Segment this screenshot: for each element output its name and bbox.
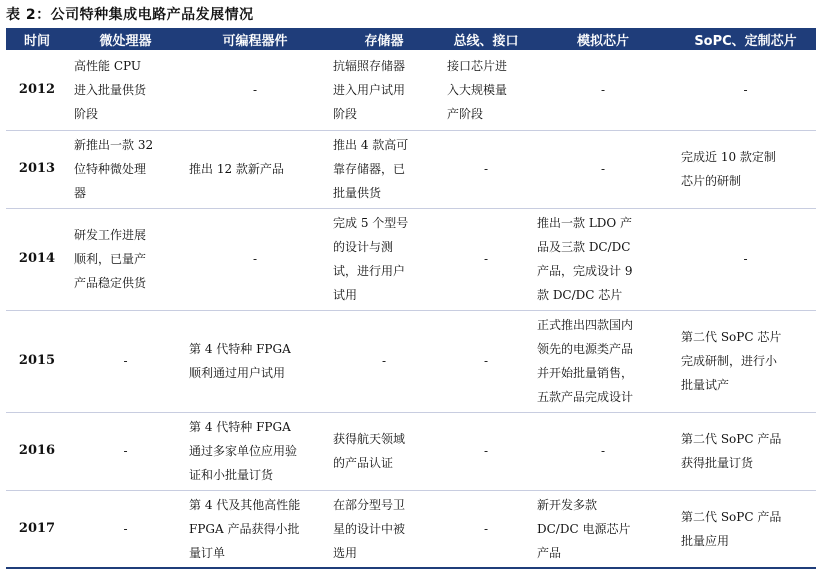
cell-line: 顺利，已量产 [74,252,147,266]
cell-line: 第 4 代特种 FPGA [189,420,291,434]
cell-line: 研发工作进展 [74,228,147,242]
table-row [6,310,816,412]
cell-line: 阶段 [333,106,358,121]
table-cell [675,208,816,310]
cell-line: - [483,162,489,176]
table-cell [675,490,816,568]
cell-line: 品及三款 DC/DC [537,240,631,254]
cell-line: 获得航天领域 [333,432,406,446]
cell-line: 产阶段 [447,106,484,121]
table-row [6,130,816,208]
table-header [6,28,816,50]
year-cell: 2017 [18,520,56,536]
cell-line: 顺利通过用户试用 [189,366,286,380]
cell-line: - [483,354,489,368]
table-caption: 表 2：公司特种集成电路产品发展情况 [6,7,254,23]
table-cell [327,50,441,130]
table-cell [531,130,675,208]
table-cell [531,50,675,130]
cell-line: 接口芯片进 [447,58,508,73]
cell-line: 位特种微处理 [74,162,147,176]
cell-line: 推出 12 款新产品 [189,162,284,176]
table-cell [327,130,441,208]
column-header: 可编程器件 [183,28,327,50]
column-header: 模拟芯片 [531,28,675,50]
cell-line: 靠存储器，已 [333,162,406,176]
cell-line: 第 4 代及其他高性能 [189,497,301,512]
table-cell [327,310,441,412]
cell-line: 产品，完成设计 9 [537,264,633,278]
table-cell [183,130,327,208]
cell-line: - [252,252,258,266]
cell-line: - [252,82,258,97]
table-cell [327,412,441,490]
cell-line: 并开始批量销售， [537,366,634,380]
cell-line: 产品 [537,545,562,560]
cell-line: DC/DC 电源芯片 [537,521,631,536]
table-cell [183,412,327,490]
table-cell [675,50,816,130]
table-cell [441,130,531,208]
year-cell: 2014 [18,251,56,266]
table-cell [68,50,183,130]
cell-line: 试用 [333,288,358,302]
cell-line: - [483,252,489,266]
table-cell [675,412,816,490]
cell-line: - [123,354,128,368]
cell-line: 领先的电源类产品 [537,342,634,356]
cell-line: 抗辐照存储器 [333,58,406,73]
cell-line: 在部分型号卫 [333,497,406,512]
cell-line: 批量供货 [333,186,382,200]
column-header: 时间 [6,28,68,50]
cell-line: - [743,252,748,266]
cell-line: 五款产品完成设计 [537,390,634,404]
table-cell [327,208,441,310]
year-cell: 2015 [18,353,56,368]
cell-line: - [123,521,128,536]
cell-line: - [600,162,606,176]
table-cell [68,490,183,568]
cell-line: - [483,444,489,458]
year-cell: 2013 [18,161,56,176]
table-cell [183,208,327,310]
column-header: 存储器 [327,28,441,50]
cell-line: 证和小批量订货 [189,468,274,482]
cell-line: 新开发多款 [537,497,598,512]
cell-line: 阶段 [74,106,99,121]
cell-line: - [600,82,606,97]
cell-line: 推出 4 款高可 [333,138,409,152]
table-cell [68,412,183,490]
cell-line: 试，进行用户 [333,264,406,278]
table-cell [183,490,327,568]
table-cell [183,50,327,130]
table-cell [441,490,531,568]
cell-line: 第 4 代特种 FPGA [189,342,291,356]
cell-line: 批量试产 [681,378,730,392]
cell-line: 第二代 SoPC 产品 [681,432,782,446]
table-row [6,50,816,130]
cell-line: 第二代 SoPC 芯片 [681,330,782,344]
table-cell [675,310,816,412]
table-cell [441,310,531,412]
table-cell [531,208,675,310]
table-row [6,208,816,310]
year-cell: 2016 [18,443,56,458]
cell-line: FPGA 产品获得小批 [189,521,300,536]
column-header: 总线、接口 [441,28,531,50]
cell-line: 的设计与测 [333,240,394,254]
table-cell [68,130,183,208]
cell-line: 的产品认证 [333,456,394,470]
year-cell: 2012 [18,81,56,97]
table-cell [68,310,183,412]
product-table [6,28,816,569]
table-cell [441,208,531,310]
table-cell [531,412,675,490]
table-cell [68,208,183,310]
cell-line: 入大规模量 [447,82,508,97]
cell-line: - [123,444,128,458]
cell-line: - [381,354,387,368]
table-cell [531,490,675,568]
table-cell [183,310,327,412]
cell-line: - [483,521,489,536]
cell-line: 正式推出四款国内 [537,318,634,332]
cell-line: 产品稳定供货 [74,276,147,290]
cell-line: 选用 [333,545,358,560]
cell-line: 推出一款 LDO 产 [537,216,633,230]
cell-line: 星的设计中被 [333,521,406,536]
cell-line: 高性能 CPU [74,58,141,73]
column-header: 微处理器 [68,28,183,50]
table-cell [531,310,675,412]
cell-line: 芯片的研制 [681,174,742,188]
cell-line: 款 DC/DC 芯片 [537,288,623,302]
cell-line: 量订单 [189,545,226,560]
cell-line: 完成研制，进行小 [681,354,778,368]
table-row [6,490,816,568]
cell-line: 获得批量订货 [681,456,754,470]
cell-line: 第二代 SoPC 产品 [681,509,782,524]
cell-line: 进入用户试用 [333,82,406,97]
cell-line: 通过多家单位应用验 [189,444,298,458]
table-cell [675,130,816,208]
table-body [6,50,816,568]
cell-line: 完成 5 个型号 [333,216,409,230]
cell-line: 批量应用 [681,533,730,548]
cell-line: 进入批量供货 [74,82,147,97]
cell-line: - [743,82,748,97]
table-cell [441,412,531,490]
table-cell [327,490,441,568]
cell-line: 器 [74,186,87,200]
cell-line: 完成近 10 款定制 [681,150,776,164]
table-row [6,412,816,490]
cell-line: 新推出一款 32 [74,138,154,152]
cell-line: - [600,444,606,458]
table-cell [441,50,531,130]
column-header: SoPC、定制芯片 [675,28,816,50]
